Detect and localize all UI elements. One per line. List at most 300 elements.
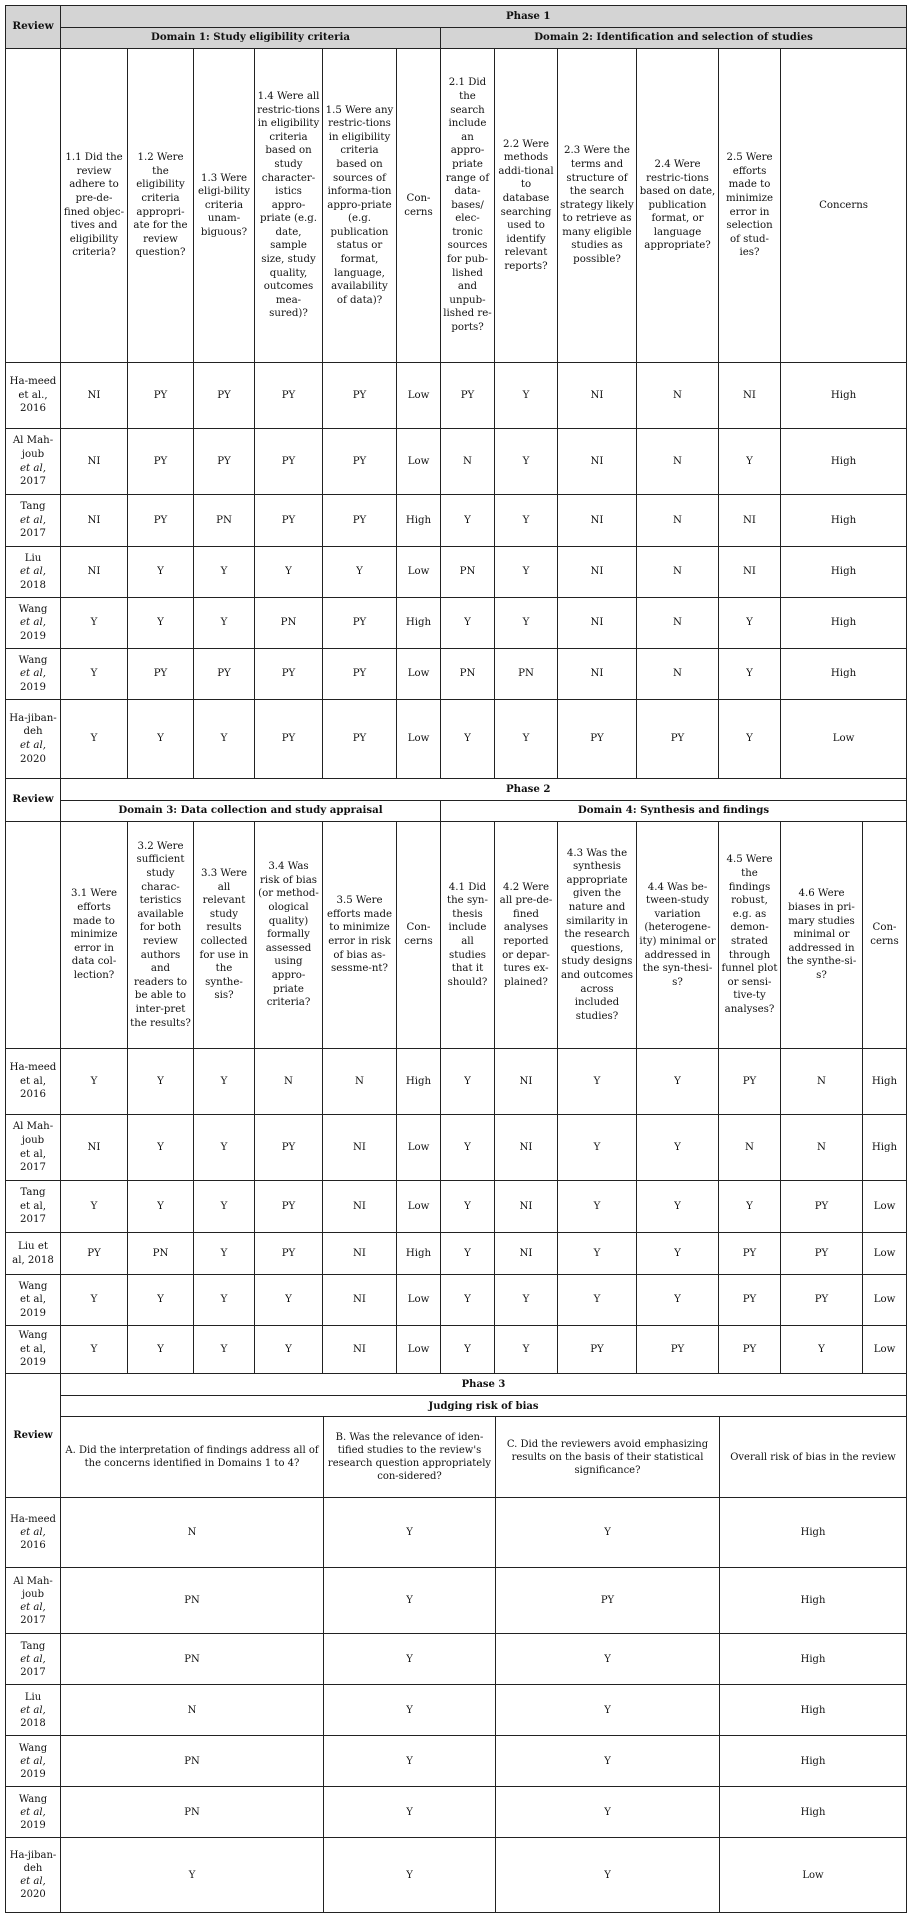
blank-cell <box>6 49 61 363</box>
rating-cell: Y <box>194 1326 255 1374</box>
review-etal: et al, <box>20 668 46 680</box>
review-cell <box>6 1275 61 1326</box>
rating-cell: Y <box>495 700 558 779</box>
review-year: 2016 <box>20 1540 46 1551</box>
rating-cell: High <box>720 1568 907 1634</box>
review-etal: et al, <box>20 1876 46 1887</box>
review-etal: et al, <box>20 1653 46 1665</box>
phase2-table <box>5 778 907 1374</box>
question-header: 2.3 Were the terms and structure of the search strategy likely to retrieve as many eligible studies as possible? <box>558 49 637 363</box>
rating-cell: Low <box>397 700 441 779</box>
rating-cell: Y <box>719 700 781 779</box>
rating-cell: Y <box>324 1498 496 1568</box>
rating-cell: PY <box>637 1326 719 1374</box>
rating-cell: NI <box>719 547 781 598</box>
rating-cell: N <box>637 547 719 598</box>
rating-cell: Y <box>719 1181 781 1233</box>
review-cell <box>6 1568 61 1634</box>
table-row <box>6 1326 907 1374</box>
review-author: Liu <box>24 552 42 564</box>
rating-cell: NI <box>323 1233 397 1275</box>
review-author: Wang <box>18 654 48 666</box>
rating-cell: NI <box>323 1326 397 1374</box>
rating-cell: Low <box>397 363 441 429</box>
review-etal: et al, <box>20 1806 46 1818</box>
rating-cell: Y <box>558 1275 637 1326</box>
question-header: 3.1 Were efforts made to minimize error in data col-lection? <box>61 822 128 1049</box>
review-year: 2019 <box>20 1307 46 1319</box>
rating-cell: Y <box>496 1787 720 1838</box>
rating-cell: Y <box>128 700 194 779</box>
review-etal: et al, <box>20 1755 46 1767</box>
rating-cell: Y <box>558 1049 637 1115</box>
review-etal: et al., <box>18 389 48 401</box>
review-year: 2017 <box>20 1162 46 1174</box>
rating-cell: N <box>323 1049 397 1115</box>
rating-cell: Y <box>194 547 255 598</box>
phase-header: Phase 3 <box>61 1374 907 1396</box>
rating-cell: Low <box>863 1326 907 1374</box>
rating-cell: PN <box>128 1233 194 1275</box>
rating-cell: High <box>397 1049 441 1115</box>
rating-cell: Y <box>441 1275 495 1326</box>
table-row <box>6 1233 907 1275</box>
rating-cell: Y <box>61 1326 128 1374</box>
rating-cell: High <box>397 598 441 649</box>
rating-cell: Y <box>128 1275 194 1326</box>
rating-cell: PN <box>194 495 255 547</box>
review-year: 2020 <box>20 1889 46 1900</box>
rating-cell: Y <box>441 598 495 649</box>
rating-cell: PY <box>128 649 194 700</box>
rating-cell: Y <box>495 495 558 547</box>
rating-cell: Y <box>441 1233 495 1275</box>
rating-cell: High <box>720 1736 907 1787</box>
rating-cell: PY <box>255 649 323 700</box>
domain-header: Domain 3: Data collection and study appraisal <box>61 801 441 822</box>
review-cell <box>6 1115 61 1181</box>
table-row <box>6 1181 907 1233</box>
rating-cell: N <box>637 429 719 495</box>
rating-cell: Y <box>496 1685 720 1736</box>
review-etal: et al, <box>20 617 46 629</box>
rating-cell: Y <box>637 1233 719 1275</box>
rating-cell: PY <box>441 363 495 429</box>
rating-cell: NI <box>719 495 781 547</box>
rating-cell: PY <box>781 1233 863 1275</box>
rating-cell: Y <box>194 1181 255 1233</box>
review-cell <box>6 1181 61 1233</box>
rating-cell: Y <box>194 700 255 779</box>
rating-cell: Y <box>128 547 194 598</box>
review-etal: al, 2018 <box>12 1254 54 1266</box>
rating-cell: NI <box>719 363 781 429</box>
rating-cell: Y <box>441 1049 495 1115</box>
rating-cell: Y <box>255 1275 323 1326</box>
phase-label: Phase 2 <box>506 782 551 795</box>
review-author: Al Mah-joub <box>12 435 54 460</box>
rating-cell: High <box>720 1787 907 1838</box>
rating-cell: N <box>637 495 719 547</box>
rating-cell: PY <box>719 1275 781 1326</box>
rating-cell: Low <box>863 1181 907 1233</box>
rating-cell: PY <box>255 1181 323 1233</box>
rating-cell: Y <box>61 700 128 779</box>
rating-cell: Low <box>397 429 441 495</box>
review-author: Ha-meed <box>10 1514 56 1525</box>
rating-cell: PY <box>255 1115 323 1181</box>
table-row <box>6 1498 907 1568</box>
review-year: 2019 <box>20 1819 46 1831</box>
rating-cell: Low <box>863 1233 907 1275</box>
review-year: 2016 <box>20 1089 46 1101</box>
rating-cell: High <box>781 547 907 598</box>
rating-cell: Y <box>496 1736 720 1787</box>
question-header: Overall risk of bias in the review <box>720 1417 907 1498</box>
rating-cell: NI <box>323 1115 397 1181</box>
review-etal: et al, <box>20 1601 46 1613</box>
rating-cell: Y <box>194 1049 255 1115</box>
rating-cell: PN <box>61 1634 324 1685</box>
review-author: Wang <box>18 1280 48 1292</box>
rating-cell: Low <box>397 1181 441 1233</box>
review-year: 2017 <box>20 528 46 540</box>
rating-cell: N <box>781 1115 863 1181</box>
rating-cell: N <box>61 1498 324 1568</box>
phase-header <box>61 779 907 801</box>
rating-cell: PY <box>128 363 194 429</box>
rating-cell: High <box>397 1233 441 1275</box>
review-cell <box>6 1326 61 1374</box>
rating-cell: NI <box>558 649 637 700</box>
question-header: Con-cerns <box>397 49 441 363</box>
rating-cell: High <box>781 495 907 547</box>
rating-cell: High <box>863 1049 907 1115</box>
rating-cell: NI <box>495 1049 558 1115</box>
table-row <box>6 363 907 429</box>
rating-cell: High <box>781 598 907 649</box>
rating-cell: PY <box>496 1568 720 1634</box>
review-year: 2017 <box>20 1666 46 1678</box>
question-header: 4.4 Was be-tween-study variation (heterogene-ity) minimal or addressed in the syn-thesi-s? <box>637 822 719 1049</box>
rating-cell: Y <box>128 1115 194 1181</box>
rating-cell: PY <box>323 363 397 429</box>
question-header: 2.5 Were efforts made to minimize error in selection of stud-ies? <box>719 49 781 363</box>
rating-cell: NI <box>558 429 637 495</box>
rating-cell: Y <box>558 1181 637 1233</box>
rating-cell: Y <box>495 1275 558 1326</box>
question-header: Concerns <box>781 49 907 363</box>
rating-cell: Y <box>441 700 495 779</box>
rating-cell: Y <box>781 1326 863 1374</box>
rating-cell: PY <box>719 1049 781 1115</box>
question-header: 4.2 Were all pre-de-fined analyses reported or depar-tures ex-plained? <box>495 822 558 1049</box>
rating-cell: N <box>781 1049 863 1115</box>
rating-cell: Y <box>719 429 781 495</box>
review-year: 2020 <box>20 753 46 765</box>
review-cell <box>6 1838 61 1913</box>
rating-cell: Y <box>255 547 323 598</box>
rating-cell: High <box>397 495 441 547</box>
rating-cell: PY <box>558 1326 637 1374</box>
review-etal: et al, <box>20 566 46 578</box>
rating-cell: Y <box>128 1049 194 1115</box>
rating-cell: Low <box>397 1326 441 1374</box>
review-cell <box>6 598 61 649</box>
rating-cell: NI <box>61 547 128 598</box>
rating-cell: Y <box>324 1787 496 1838</box>
rating-cell: N <box>719 1115 781 1181</box>
question-header: Con-cerns <box>397 822 441 1049</box>
rating-cell: NI <box>558 363 637 429</box>
review-cell <box>6 363 61 429</box>
rating-cell: Y <box>324 1685 496 1736</box>
review-author: Ha-jiban-deh <box>9 1850 57 1874</box>
rating-cell: Y <box>637 1115 719 1181</box>
review-author: Liu <box>24 1691 42 1703</box>
review-cell <box>6 1634 61 1685</box>
question-header: 4.1 Did the syn-thesis include all studies that it should? <box>441 822 495 1049</box>
review-author: Ha-jiban-deh <box>9 712 57 738</box>
review-cell <box>6 429 61 495</box>
table-row <box>6 429 907 495</box>
rating-cell: NI <box>61 1115 128 1181</box>
review-cell <box>6 700 61 779</box>
rating-cell: High <box>720 1685 907 1736</box>
review-author: Wang <box>18 1330 48 1342</box>
rating-cell: NI <box>495 1181 558 1233</box>
rating-cell: Y <box>441 495 495 547</box>
rating-cell: Y <box>719 649 781 700</box>
question-header: B. Was the relevance of iden-tified studies to the review's research question appropriately con-sidered? <box>324 1417 496 1498</box>
phase-header <box>61 6 907 28</box>
review-cell <box>6 1049 61 1115</box>
rating-cell: High <box>781 363 907 429</box>
rating-cell: PN <box>61 1736 324 1787</box>
rating-cell: Low <box>863 1275 907 1326</box>
review-cell <box>6 547 61 598</box>
rating-cell: PY <box>255 495 323 547</box>
table-row <box>6 700 907 779</box>
review-cell <box>6 1736 61 1787</box>
table-row <box>6 1275 907 1326</box>
review-etal: et al, <box>20 1148 46 1160</box>
rating-cell: Y <box>558 1115 637 1181</box>
rating-cell: Y <box>61 649 128 700</box>
rating-cell: NI <box>323 1275 397 1326</box>
rating-cell: Y <box>496 1634 720 1685</box>
question-header: 1.3 Were eligi-bility criteria unam-biguous? <box>194 49 255 363</box>
review-author: Liu et <box>18 1240 48 1252</box>
review-year: 2017 <box>20 1214 46 1226</box>
rating-cell: Y <box>496 1498 720 1568</box>
rating-cell: Y <box>194 598 255 649</box>
review-year: 2019 <box>20 681 46 693</box>
phase3-table <box>5 1373 907 1913</box>
review-etal: et al, <box>20 514 46 526</box>
review-cell <box>6 1685 61 1736</box>
rating-cell: Low <box>720 1838 907 1913</box>
table-row <box>6 1838 907 1913</box>
rating-cell: NI <box>558 598 637 649</box>
rating-cell: PY <box>61 1233 128 1275</box>
rating-cell: PN <box>441 547 495 598</box>
table-row <box>6 598 907 649</box>
question-header: 1.2 Were the eligibility criteria appropri-ate for the review question? <box>128 49 194 363</box>
phase-label: Phase 1 <box>506 9 551 22</box>
rating-cell: Y <box>441 1115 495 1181</box>
rating-cell: PN <box>495 649 558 700</box>
rating-cell: PY <box>323 598 397 649</box>
rating-cell: PY <box>719 1326 781 1374</box>
rating-cell: Y <box>323 547 397 598</box>
question-header: 4.6 Were biases in pri-mary studies minimal or addressed in the synthe-si-s? <box>781 822 863 1049</box>
question-header: 2.1 Did the search include an appro-priate range of data-bases/ elec-tronic sources for pub-lished and unpub-lished re-ports? <box>441 49 495 363</box>
rating-cell: Y <box>558 1233 637 1275</box>
review-cell <box>6 1787 61 1838</box>
rating-cell: N <box>637 598 719 649</box>
question-header: 1.4 Were all restric-tions in eligibility criteria based on study character-istics appro-priate (e.g. date, sample size, study quality, outcomes mea-sured)? <box>255 49 323 363</box>
review-author: Tang <box>20 1640 46 1652</box>
review-etal: et al, <box>20 1704 46 1716</box>
review-etal: et al, <box>20 1075 46 1087</box>
rating-cell: Y <box>61 1838 324 1913</box>
table-row <box>6 649 907 700</box>
question-header: 3.5 Were efforts made to minimize error in risk of bias as-sessme-nt? <box>323 822 397 1049</box>
review-etal: et al, <box>20 1294 46 1306</box>
rating-cell: Y <box>495 429 558 495</box>
rating-cell: Y <box>495 1326 558 1374</box>
rating-cell: N <box>441 429 495 495</box>
review-cell <box>6 1233 61 1275</box>
rating-cell: High <box>720 1498 907 1568</box>
rating-cell: Y <box>324 1634 496 1685</box>
question-header: 2.4 Were restric-tions based on date, publication format, or language appropriate? <box>637 49 719 363</box>
review-year: 2019 <box>20 1357 46 1369</box>
rating-cell: Y <box>255 1326 323 1374</box>
review-header: Review <box>6 779 61 822</box>
domain-header: Domain 4: Synthesis and findings <box>441 801 907 822</box>
review-year: 2016 <box>20 403 46 415</box>
question-header: 4.3 Was the synthesis appropriate given the nature and similarity in the research questions, study designs and outcomes across included studies? <box>558 822 637 1049</box>
review-year: 2017 <box>20 476 46 488</box>
review-author: Al Mah-joub <box>12 1121 54 1146</box>
rating-cell: Y <box>495 547 558 598</box>
review-author: Al Mah-joub <box>13 1575 53 1600</box>
rating-cell: NI <box>61 495 128 547</box>
rating-cell: High <box>781 429 907 495</box>
rating-cell: PY <box>323 649 397 700</box>
review-etal: et al, <box>20 462 46 474</box>
rating-cell: Y <box>495 363 558 429</box>
review-etal: et al, <box>20 1343 46 1355</box>
rating-cell: Y <box>194 1115 255 1181</box>
rating-cell: NI <box>61 363 128 429</box>
rating-cell: PN <box>61 1568 324 1634</box>
question-header: 1.1 Did the review adhere to pre-de-fined objec-tives and eligibility criteria? <box>61 49 128 363</box>
rating-cell: N <box>637 649 719 700</box>
rating-cell: PY <box>255 363 323 429</box>
rating-cell: NI <box>495 1233 558 1275</box>
rating-cell: Y <box>324 1736 496 1787</box>
review-header: Review <box>6 6 61 49</box>
review-author: Wang <box>18 1793 48 1805</box>
rating-cell: N <box>255 1049 323 1115</box>
rating-cell: High <box>720 1634 907 1685</box>
table-row <box>6 1787 907 1838</box>
table-row <box>6 1115 907 1181</box>
review-author: Tang <box>20 501 46 513</box>
rating-cell: PY <box>323 700 397 779</box>
review-author: Wang <box>18 1742 48 1754</box>
rating-cell: Low <box>397 649 441 700</box>
table-row <box>6 495 907 547</box>
rating-cell: Y <box>637 1275 719 1326</box>
section-header: Judging risk of bias <box>61 1396 907 1417</box>
review-year: 2019 <box>20 630 46 642</box>
review-author: Ha-meed <box>9 376 57 388</box>
rating-cell: PY <box>323 429 397 495</box>
review-cell <box>6 1498 61 1568</box>
rating-cell: Y <box>495 598 558 649</box>
rating-cell: Y <box>61 1181 128 1233</box>
table-row <box>6 547 907 598</box>
question-header: 3.4 Was risk of bias (or method-ological quality) formally assessed using appro-priate criteria? <box>255 822 323 1049</box>
rating-cell: Y <box>61 598 128 649</box>
rating-cell: N <box>637 363 719 429</box>
rating-cell: Y <box>637 1181 719 1233</box>
rating-cell: PY <box>558 700 637 779</box>
review-header: Review <box>6 1374 61 1498</box>
question-header: 4.5 Were the findings robust, e.g. as demon-strated through funnel plot or sensi-tive-ty analyses? <box>719 822 781 1049</box>
rating-cell: Y <box>128 1326 194 1374</box>
table-row <box>6 1736 907 1787</box>
rating-cell: Y <box>128 598 194 649</box>
question-header: 3.3 Were all relevant study results collected for use in the synthe-sis? <box>194 822 255 1049</box>
rating-cell: NI <box>495 1115 558 1181</box>
rating-cell: Y <box>637 1049 719 1115</box>
rating-cell: Low <box>397 1275 441 1326</box>
rating-cell: PY <box>637 700 719 779</box>
rating-cell: PY <box>255 700 323 779</box>
review-etal: et al, <box>20 740 46 751</box>
review-etal: et al, <box>20 1527 46 1538</box>
rating-cell: PN <box>441 649 495 700</box>
rating-cell: PN <box>61 1787 324 1838</box>
rating-cell: PY <box>255 429 323 495</box>
rating-cell: PN <box>255 598 323 649</box>
rating-cell: Y <box>324 1838 496 1913</box>
review-author: Ha-meed <box>9 1062 57 1074</box>
question-header: 1.5 Were any restric-tions in eligibility criteria based on sources of informa-tion appro-priate (e.g. publication status or format, language, availability of data)? <box>323 49 397 363</box>
review-year: 2017 <box>20 1614 46 1626</box>
rating-cell: Y <box>61 1049 128 1115</box>
blank-cell <box>6 822 61 1049</box>
rating-cell: N <box>61 1685 324 1736</box>
review-cell <box>6 495 61 547</box>
rating-cell: Y <box>441 1181 495 1233</box>
phase1-table <box>5 5 907 779</box>
rating-cell: PY <box>781 1181 863 1233</box>
rating-cell: High <box>863 1115 907 1181</box>
rating-cell: PY <box>323 495 397 547</box>
rating-cell: NI <box>558 547 637 598</box>
rating-cell: PY <box>255 1233 323 1275</box>
rating-cell: PY <box>194 363 255 429</box>
rating-cell: PY <box>719 1233 781 1275</box>
rating-cell: PY <box>128 495 194 547</box>
rating-cell: PY <box>194 649 255 700</box>
